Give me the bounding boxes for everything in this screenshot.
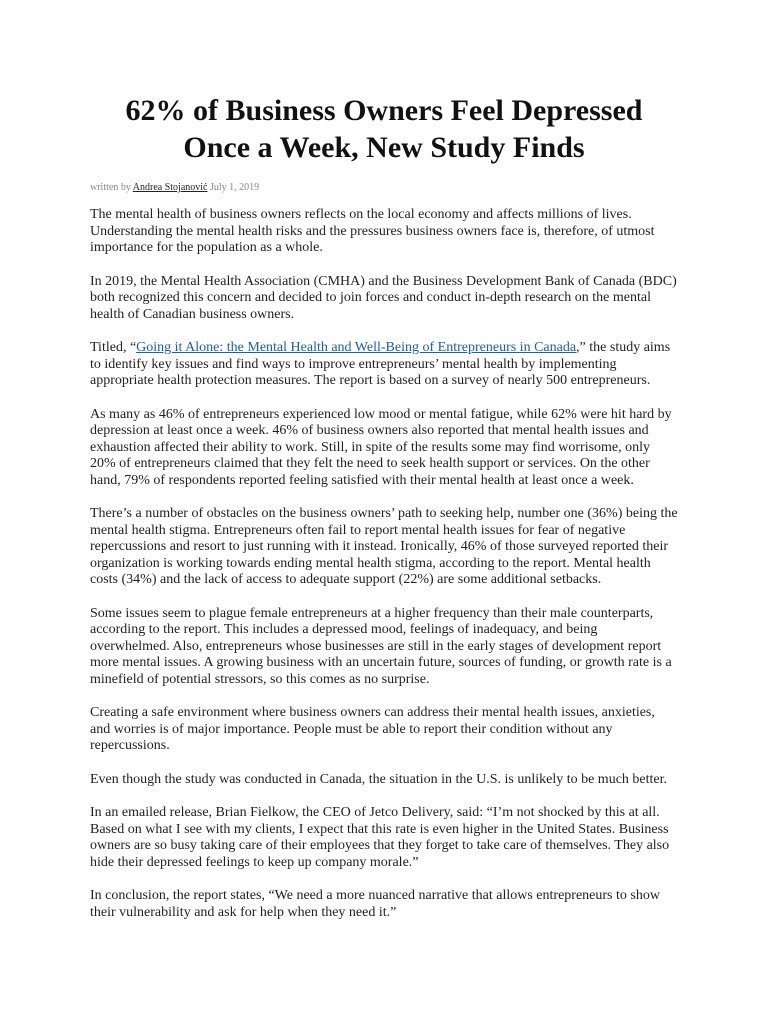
- paragraph-10: In conclusion, the report states, “We need a more nuanced narrative that allows entrepreneurs to show their vulnerability and ask for help when they need it.”: [90, 888, 660, 920]
- paragraph-2: In 2019, the Mental Health Association (CMHA) and the Business Development Bank of Canada (BDC) both recognized this concern and decided to join forces and conduct in-depth research on the mental health of Canadian business owners.: [90, 273, 677, 322]
- paragraph-8: Even though the study was conducted in Canada, the situation in the U.S. is unlikely to be much better.: [90, 771, 668, 787]
- paragraph-7: Creating a safe environment where business owners can address their mental health issues, anxieties, and worries is of major importance. People must be able to report their condition without any repercussions.: [90, 705, 655, 753]
- article-title: 62% of Business Owners Feel Depressed Once a Week, New Study Finds: [125, 94, 643, 164]
- publish-date: July 1, 2019: [209, 182, 260, 193]
- paragraph-3: [90, 340, 678, 390]
- paragraph-9: In an emailed release, Brian Fielkow, the CEO of Jetco Delivery, said: “I’m not shocked by this at all. Based on what I see with my clients, I expect that this rate is even higher in the United States. Business owners are so busy taking care of their employees that they forget to take care of themselves. They also hide their depressed feelings to keep up company morale.”: [90, 805, 670, 870]
- paragraph-3-rest: ,” the study aims to identify key issues and find ways to improve entrepreneurs’ mental health by implementing appropriate health protection measures. The report is based on a survey of nearly 500 entrepreneurs.: [90, 340, 671, 388]
- article-body: [90, 207, 678, 921]
- paragraph-1: The mental health of business owners reflects on the local economy and affects millions of lives. Understanding the mental health risks and the pressures business owners face is, therefore, of utmost importance for the population as a whole.: [90, 207, 655, 255]
- paragraph-3-lead: Titled, “: [90, 340, 137, 355]
- author-link[interactable]: Andrea Stojanović: [132, 182, 208, 193]
- byline: [90, 181, 678, 195]
- study-title-link[interactable]: Going it Alone: the Mental Health and Well-Being of Entrepreneurs in Canada: [136, 340, 577, 355]
- byline-prefix: written by: [90, 182, 131, 193]
- paragraph-6: Some issues seem to plague female entrepreneurs at a higher frequency than their male counterparts, according to the report. This includes a depressed mood, feelings of inadequacy, and being overwhelmed. Also, entrepreneurs whose businesses are still in the early stages of development report more mental issues. A growing business with an uncertain future, sources of funding, or growth rate is a minefield of potential stressors, so this comes as no surprise.: [90, 605, 672, 687]
- paragraph-5: There’s a number of obstacles on the business owners’ path to seeking help, number one (36%) being the mental health stigma. Entrepreneurs often fail to report mental health issues for fear of negative repercussions and resort to just running with it instead. Ironically, 46% of those surveyed reported their organization is working towards ending mental health stigma, according to the report. Mental health costs (34%) and the lack of access to adequate support (22%) are some additional setbacks.: [90, 506, 678, 587]
- paragraph-4: As many as 46% of entrepreneurs experienced low mood or mental fatigue, while 62% were hit hard by depression at least once a week. 46% of business owners also reported that mental health issues and exhaustion affected their ability to work. Still, in spite of the results some may find worrisome, only 20% of entrepreneurs claimed that they felt the need to seek health support or services. On the other hand, 79% of respondents reported feeling satisfied with their mental health at least once a week.: [90, 406, 672, 488]
